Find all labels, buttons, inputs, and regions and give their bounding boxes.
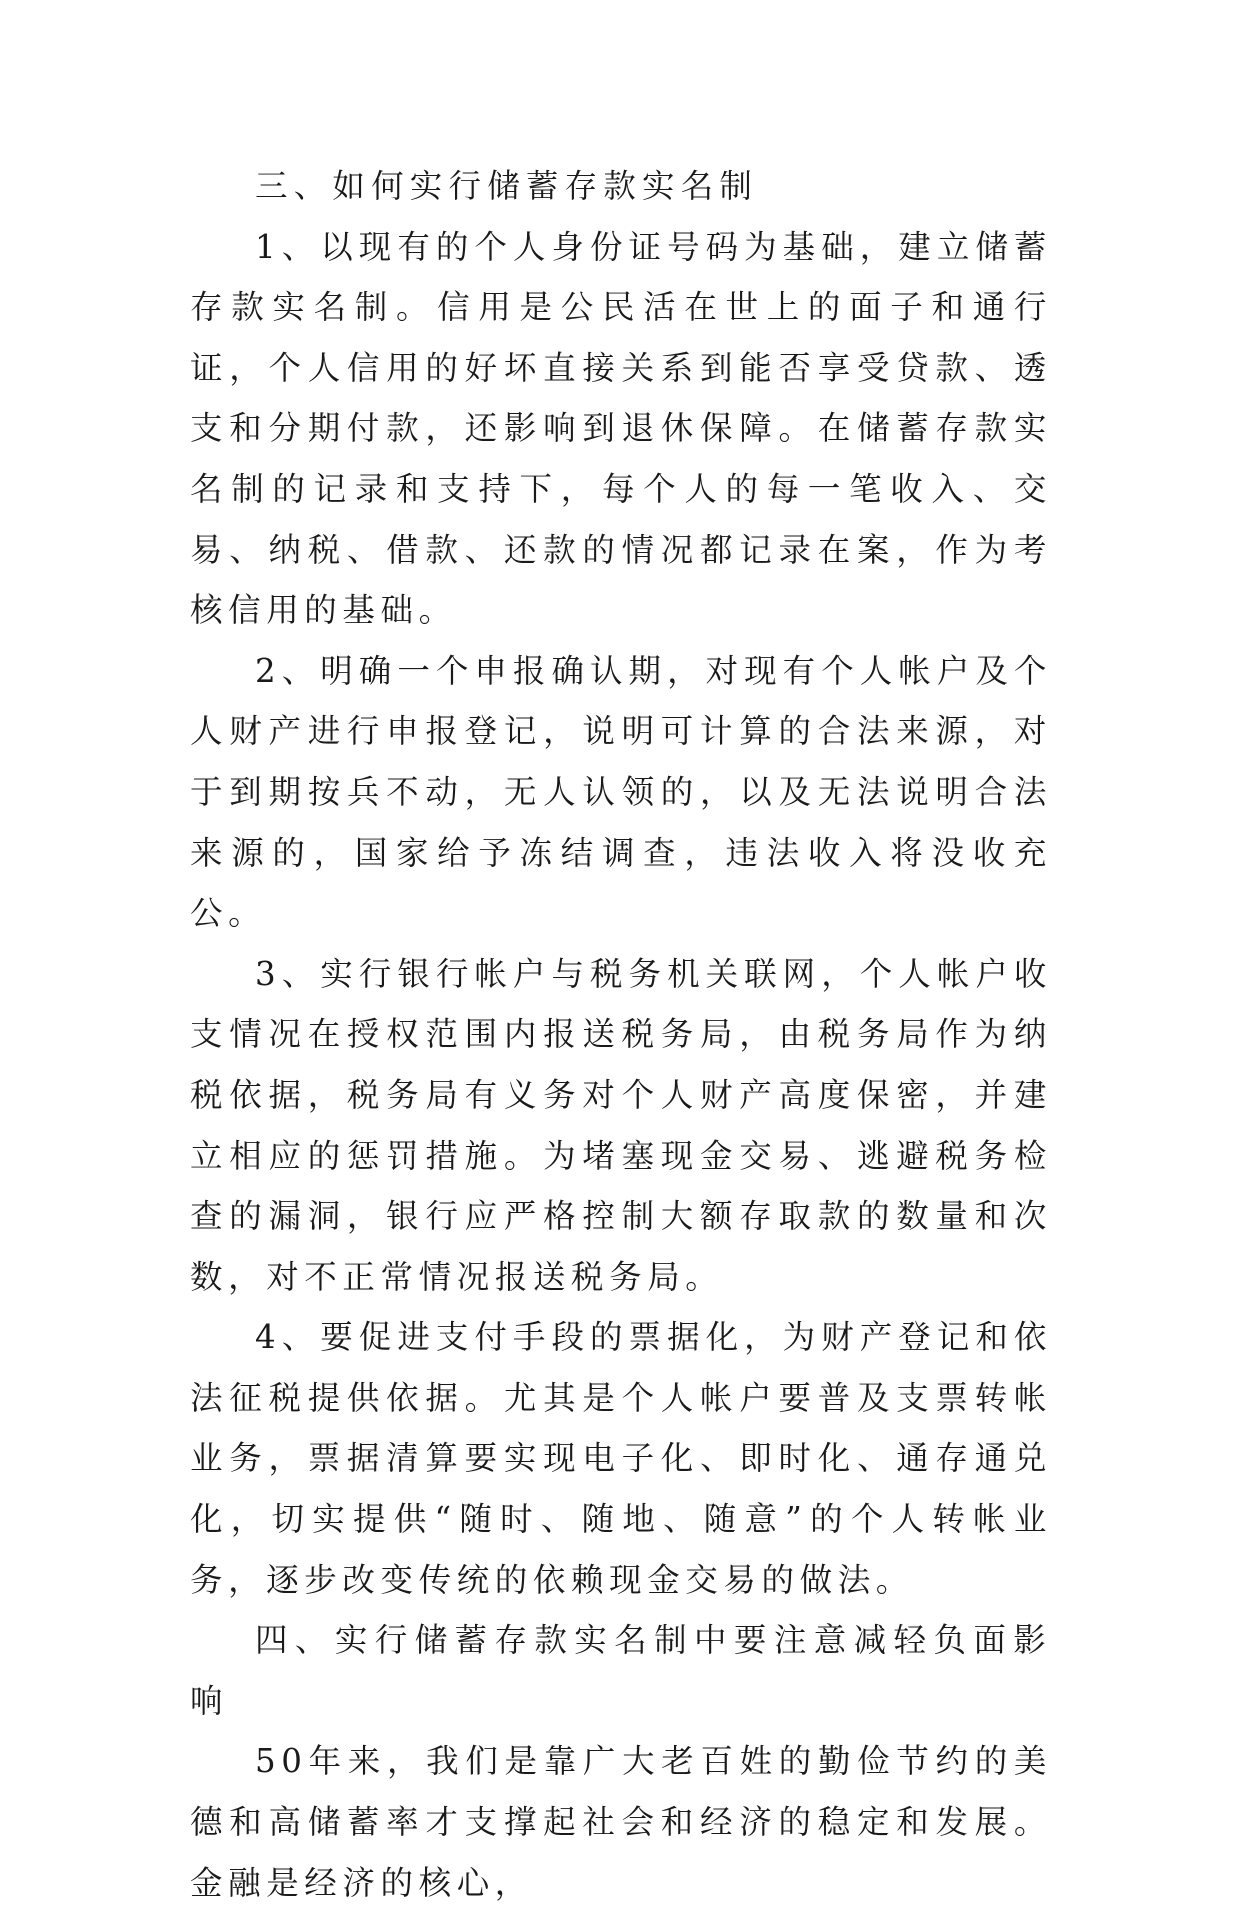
section-heading-4: 四、实行储蓄存款实名制中要注意减轻负面影响 [190, 1621, 1052, 1720]
paragraph-item-3: 3、实行银行帐户与税务机关联网，个人帐户收支情况在授权范围内报送税务局，由税务局作为纳税依据，税务局有义务对个人财产高度保密，并建立相应的惩罚措施。为堵塞现金交易、逃避税务检查的漏洞，银行应严格控制大额存取款的数量和次数，对不正常情况报送税务局。 [190, 954, 1052, 1296]
paragraph-item-1: 1、以现有的个人身份证号码为基础，建立储蓄存款实名制。信用是公民活在世上的面子和通行证，个人信用的好坏直接关系到能否享受贷款、透支和分期付款，还影响到退休保障。在储蓄存款实名制的记录和支持下，每个人的每一笔收入、交易、纳税、借款、还款的情况都记录在案，作为考核信用的基础。 [190, 227, 1052, 630]
document-page [190, 156, 1052, 1913]
paragraph-item-2: 2、明确一个申报确认期，对现有个人帐户及个人财产进行申报登记，说明可计算的合法来源，对于到期按兵不动，无人认领的，以及无法说明合法来源的，国家给予冻结调查，违法收入将没收充公。 [190, 651, 1052, 933]
paragraph-body-50-years: 50年来，我们是靠广大老百姓的勤俭节约的美德和高储蓄率才支撑起社会和经济的稳定和发展。金融是经济的核心， [190, 1742, 1052, 1902]
section-heading-3: 三、如何实行储蓄存款实名制 [255, 167, 759, 205]
paragraph-item-4: 4、要促进支付手段的票据化，为财产登记和依法征税提供依据。尤其是个人帐户要普及支票转帐业务，票据清算要实现电子化、即时化、通存通兑化，切实提供“随时、随地、随意”的个人转帐业务，逐步改变传统的依赖现金交易的做法。 [190, 1318, 1052, 1599]
